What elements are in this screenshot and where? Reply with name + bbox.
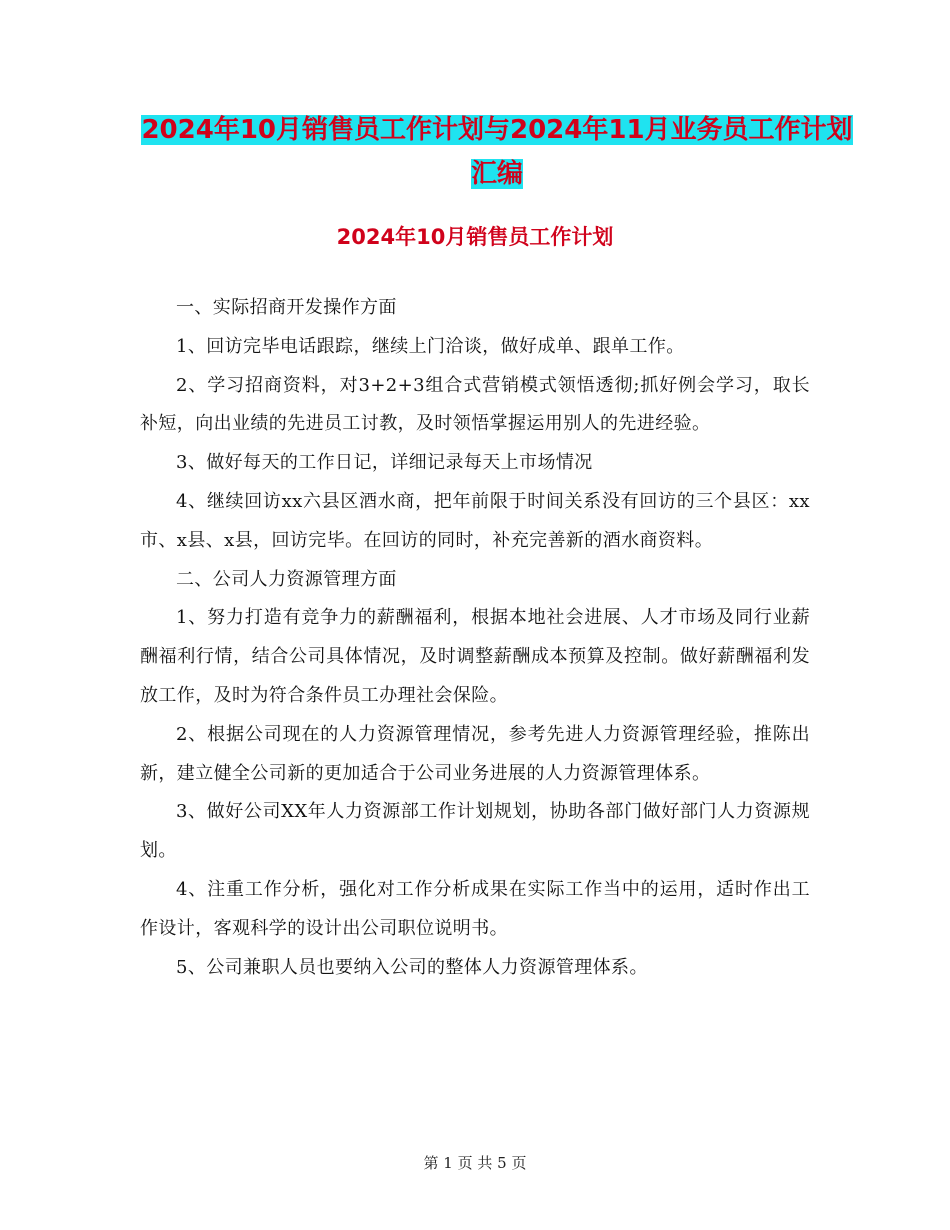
paragraph: 4、继续回访xx六县区酒水商，把年前限于时间关系没有回访的三个县区：xx市、x县、x县，回访完毕。在回访的同时，补充完善新的酒水商资料。 <box>140 490 810 551</box>
document-title <box>140 108 854 196</box>
document-body <box>140 289 810 987</box>
paragraph: 2、学习招商资料，对3+2+3组合式营销模式领悟透彻;抓好例会学习，取长补短，向出业绩的先进员工讨教，及时领悟掌握运用别人的先进经验。 <box>140 374 810 435</box>
document-title-text: 2024年10月销售员工作计划与2024年11月业务员工作计划汇编 <box>141 115 853 189</box>
paragraph: 3、做好公司XX年人力资源部工作计划规划，协助各部门做好部门人力资源规划。 <box>140 801 810 862</box>
page-footer: 第 1 页 共 5 页 <box>423 1154 527 1172</box>
paragraph: 二、公司人力资源管理方面 <box>176 568 397 590</box>
paragraph: 3、做好每天的工作日记，详细记录每天上市场情况 <box>176 452 593 474</box>
paragraph: 5、公司兼职人员也要纳入公司的整体人力资源管理体系。 <box>176 956 648 978</box>
paragraph: 1、回访完毕电话跟踪，继续上门洽谈，做好成单、跟单工作。 <box>176 335 685 357</box>
paragraph: 1、努力打造有竞争力的薪酬福利，根据本地社会进展、人才市场及同行业薪酬福利行情，结合公司具体情况，及时调整薪酬成本预算及控制。做好薪酬福利发放工作，及时为符合条件员工办理社会保险。 <box>140 607 810 706</box>
paragraph: 一、实际招商开发操作方面 <box>176 297 397 318</box>
paragraph: 4、注重工作分析，强化对工作分析成果在实际工作当中的运用，适时作出工作设计，客观科学的设计出公司职位说明书。 <box>140 878 810 939</box>
paragraph: 2、根据公司现在的人力资源管理情况，参考先进人力资源管理经验，推陈出新，建立健全公司新的更加适合于公司业务进展的人力资源管理体系。 <box>140 723 810 784</box>
section-title: 2024年10月销售员工作计划 <box>336 225 614 249</box>
